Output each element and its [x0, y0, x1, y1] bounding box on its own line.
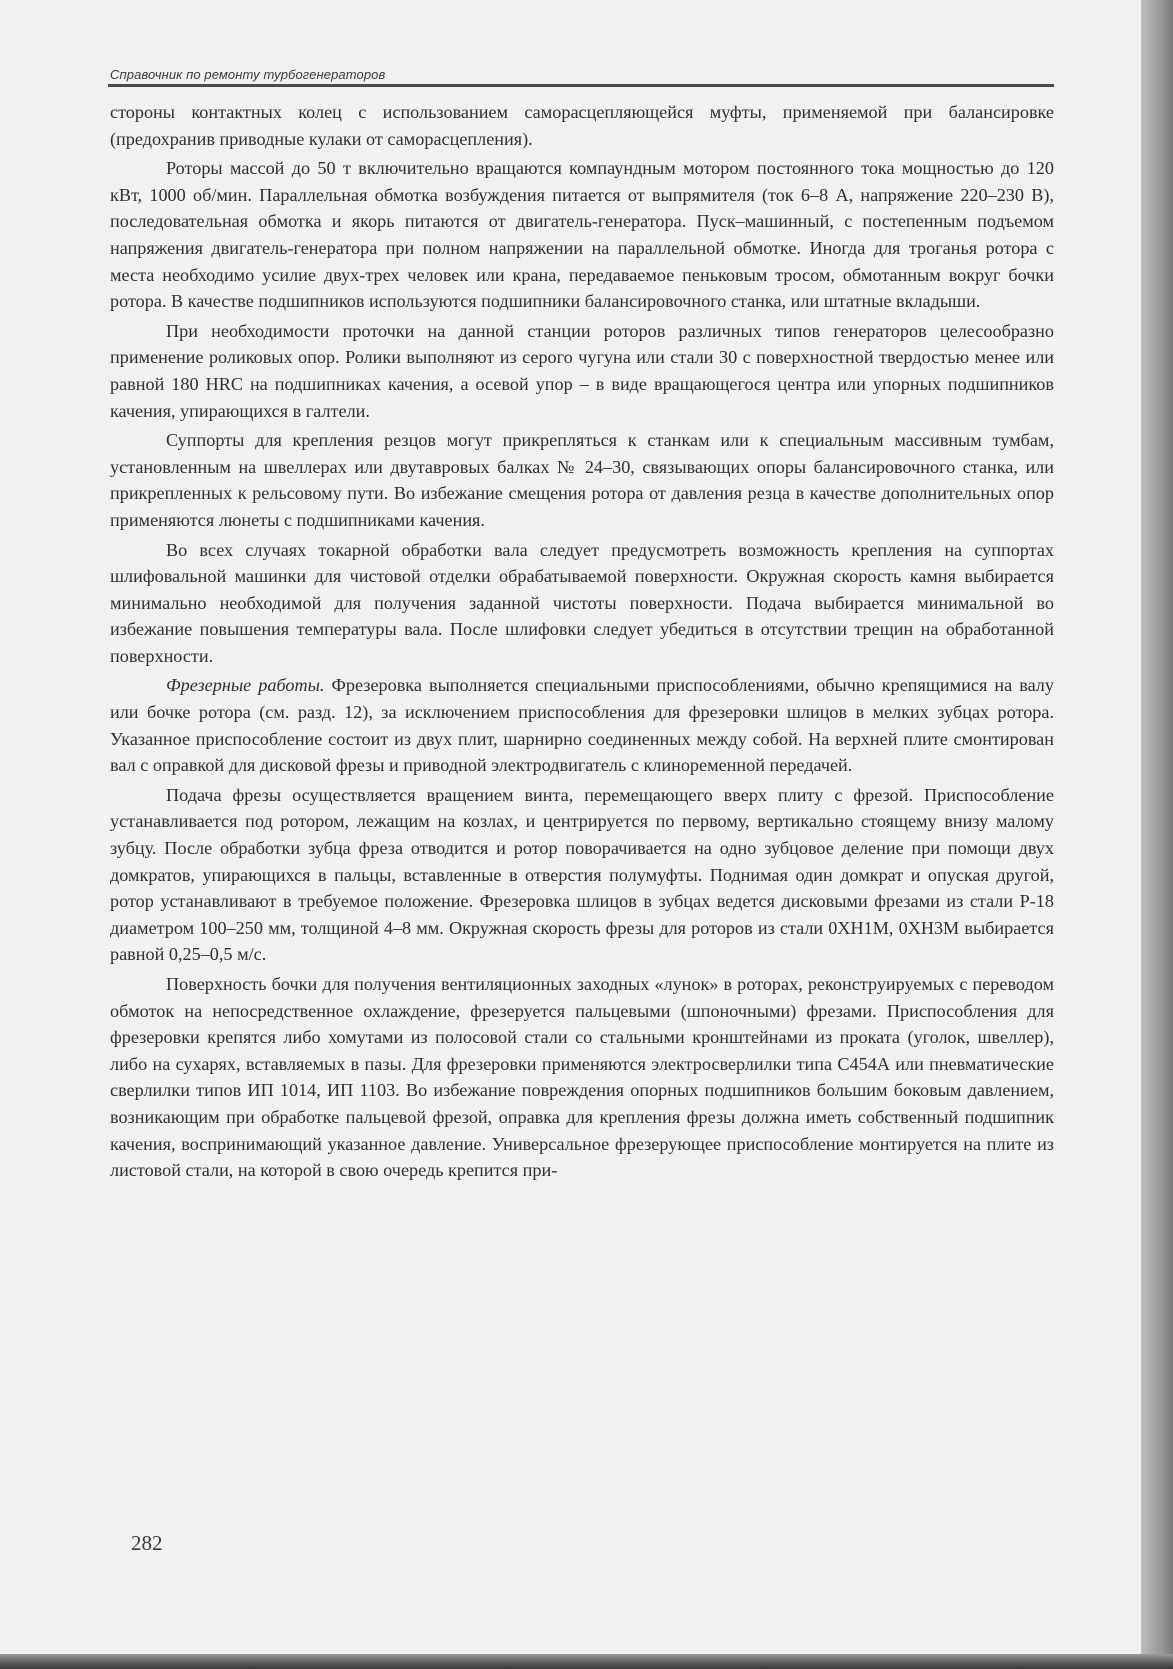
paragraph-rotor-drive: Роторы массой до 50 т включительно вращаются компаундным мотором постоянного тока мощностью до 120 кВт, 1000 об/мин. Параллельная обмотка возбуждения питается от выпрямителя (ток 6–8 А, напряжение 220–230 В), последовательная обмотка и якорь питаются от двигатель-генератора. Пуск–машинный, с постепенным подъемом напряжения двигатель-генератора при полном напряжении на параллельной обмотке. Иногда для троганья ротора с места необходимо усилие двух-трех человек или крана, передаваемое пеньковым тросом, обмотанным вокруг бочки ротора. В качестве подшипников используются подшипники балансировочного станка, или штатные вкладыши.	[110, 158, 1054, 312]
paragraph-continuation: стороны контактных колец с использованием саморасцепляющейся муфты, применяемой при балансировке (предохранив приводные кулаки от саморасцепления).	[110, 102, 1054, 149]
scan-edge-bottom	[0, 1654, 1173, 1669]
paragraph-grinding: Во всех случаях токарной обработки вала следует предусмотреть возможность крепления на суппортах шлифовальной машинки для чистовой отделки обрабатываемой поверхности. Окружная скорость камня выбирается минимально необходимой для получения заданной чистоты поверхности. Подача выбирается минимальной во избежание повышения температуры вала. После шлифовки следует убедиться в отсутствии трещин на обработанной поверхности.	[110, 539, 1054, 666]
body-text	[110, 99, 1054, 1187]
paragraph-cutter-feed: Подача фрезы осуществляется вращением винта, перемещающего вверх плиту с фрезой. Приспособление устанавливается под ротором, лежащим на козлах, и центрируется по первому, вертикально стоящему внизу малому зубцу. После обработки зубца фреза отводится и ротор поворачивается на одно зубцовое деление при помощи двух домкратов, упирающихся в пальцы, вставленные в отверстия полумуфты. Поднимая один домкрат и опуская другой, ротор устанавливают в требуемое положение. Фрезеровка шлицов в зубцах ведется дисковыми фрезами из стали Р-18 диаметром 100–250 мм, толщиной 4–8 мм. Окружная скорость фрезы для роторов из стали 0ХН1М, 0ХН3М выбирается равной 0,25–0,5 м/с.	[110, 784, 1054, 965]
header-rule	[108, 84, 1054, 87]
scan-edge-right	[1141, 0, 1173, 1669]
paragraph-milling	[110, 672, 1054, 778]
page-number: 282	[131, 1531, 163, 1555]
paragraph-roller-supports: При необходимости проточки на данной станции роторов различных типов генераторов целесообразно применение роликовых опор. Ролики выполняют из серого чугуна или стали 30 с поверхностной твердостью менее или равной 180 HRC на подшипниках качения, а осевой упор – в виде вращающегося центра или упорных подшипников качения, упирающихся в галтели.	[110, 320, 1054, 421]
running-head: Справочник по ремонту турбогенераторов	[110, 67, 386, 82]
section-lead-milling: Фрезерные работы.	[166, 675, 325, 696]
paragraph-cutter-supports: Суппорты для крепления резцов могут прикрепляться к станкам или к специальным массивным тумбам, установленным на швеллерах или двутавровых балках № 24–30, связывающих опоры балансировочного станка, или прикрепленных к рельсовому пути. Во избежание смещения ротора от давления резца в качестве дополнительных опор применяются люнеты с подшипниками качения.	[110, 430, 1054, 530]
paragraph-barrel-surface: Поверхность бочки для получения вентиляционных заходных «лунок» в роторах, реконструируемых с переводом обмоток на непосредственное охлаждение, фрезеруется пальцевыми (шпоночными) фрезами. Приспособления для фрезеровки крепятся либо хомутами из полосовой стали со стальными кронштейнами из проката (уголок, швеллер), либо на сухарях, вставляемых в пазы. Для фрезеровки применяются электросверлилки типа С454А или пневматические сверлилки типов ИП 1014, ИП 1103. Во избежание повреждения опорных подшипников большим боковым давлением, возникающим при обработке пальцевой фрезой, оправка для крепления фрезы должна иметь собственный подшипник качения, воспринимающий указанное давление. Универсальное фрезерующее приспособление монтируется на плите из листовой стали, на которой в свою очередь крепится при-	[110, 974, 1054, 1181]
paragraph-milling-text: Фрезеровка выполняется специальными приспособлениями, обычно крепящимися на валу или бочке ротора (см. разд. 12), за исключением приспособления для фрезеровки шлицов в мелких зубцах ротора. Указанное приспособление состоит из двух плит, шарнирно соединенных между собой. На верхней плите смонтирован вал с оправкой для дисковой фрезы и приводной электродвигатель с клиноременной передачей.	[110, 675, 1054, 776]
